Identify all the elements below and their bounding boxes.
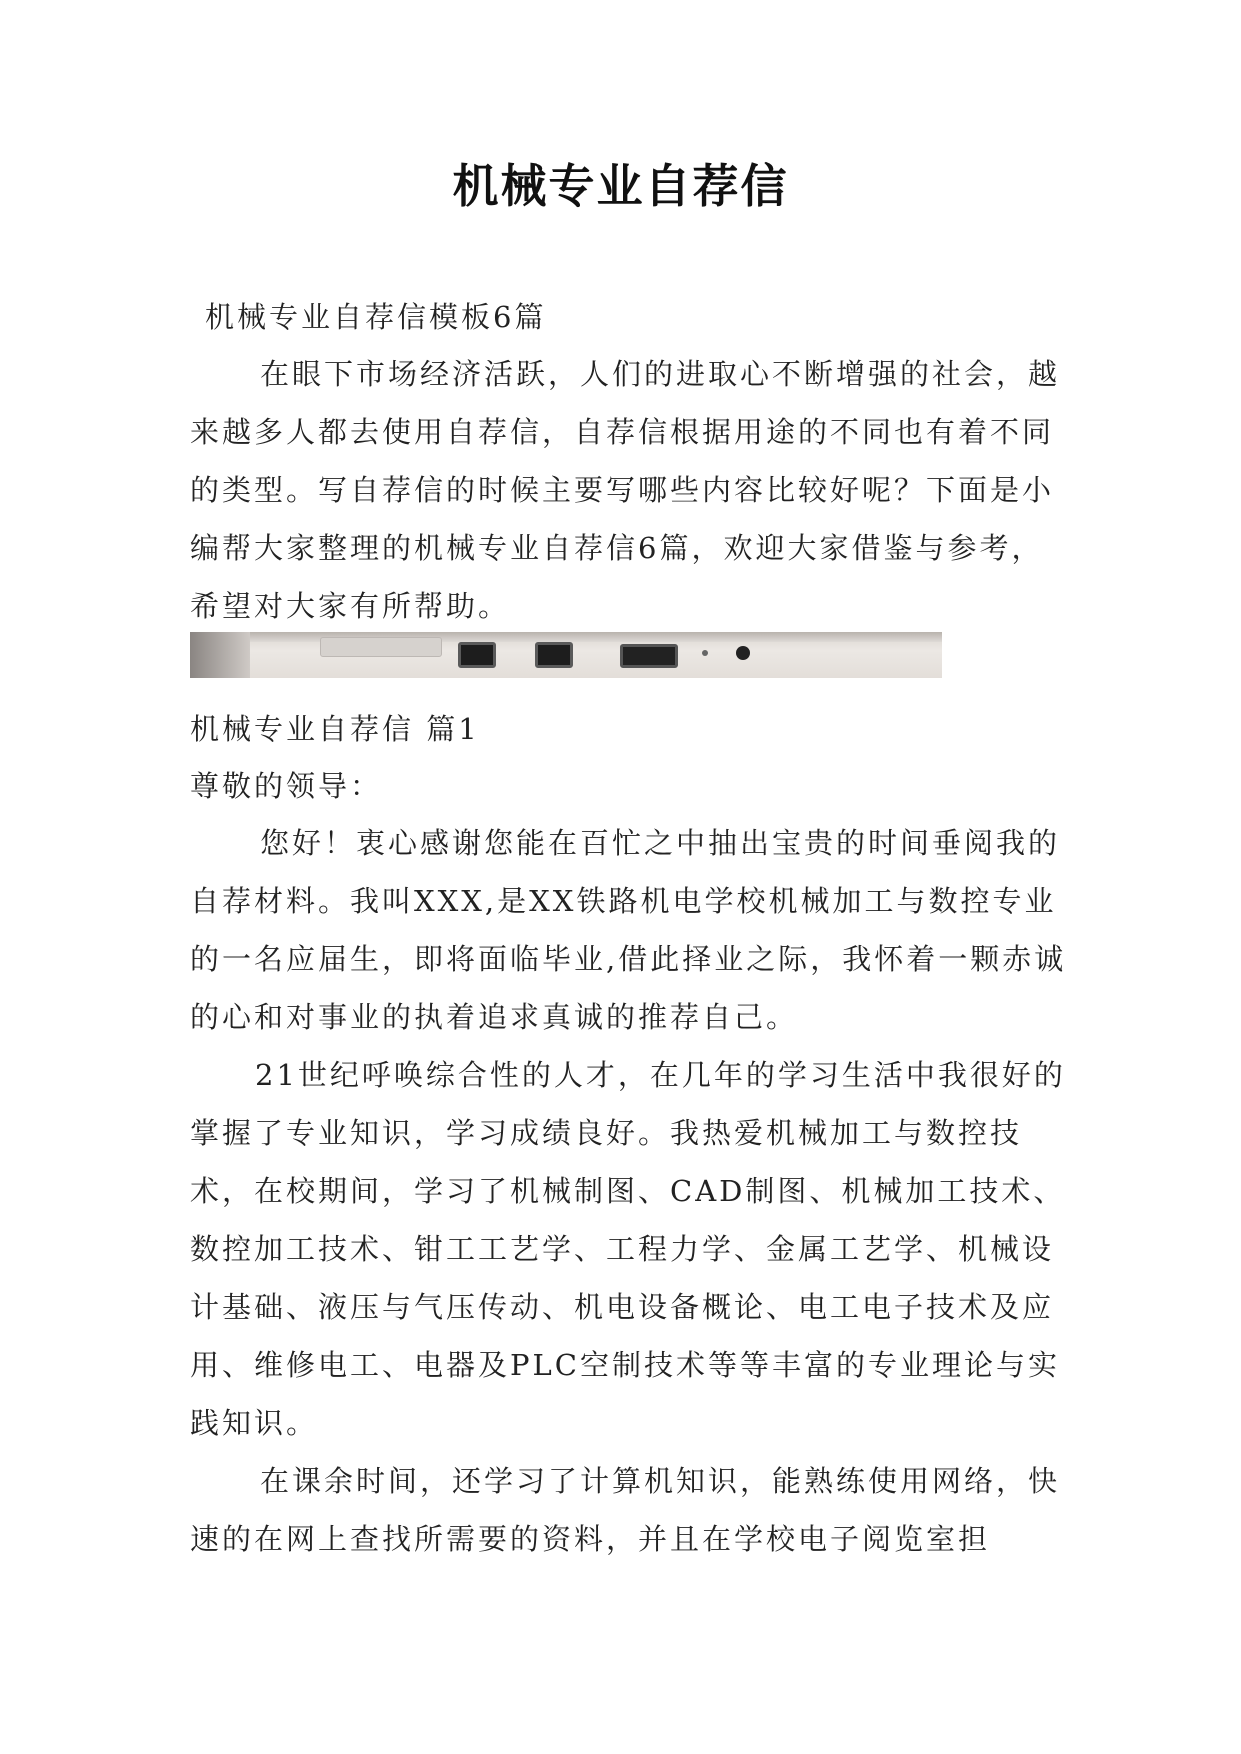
letter-greeting: 尊敬的领导：: [190, 769, 383, 803]
body-paragraph: 21世纪呼唤综合性的人才，在几年的学习生活中我很好的掌握了专业知识，学习成绩良好。我热爱机械加工与数控技术，在校期间，学习了机械制图、CAD制图、机械加工技术、数控加工技术、钳工工艺学、工程力学、金属工艺学、机械设计基础、液压与气压传动、机电设备概论、电工电子技术及应用、维修电工、电器及PLC空制技术等等丰富的专业理论与实践知识。: [190, 1058, 1066, 1440]
laptop-corner: [190, 632, 250, 678]
indicator-dot: [702, 650, 708, 656]
document-subtitle: 机械专业自荐信模板6篇: [205, 300, 547, 334]
usb-port: [620, 644, 678, 668]
card-slot: [320, 637, 442, 657]
body-paragraph: 您好！衷心感谢您能在百忙之中抽出宝贵的时间垂阅我的自荐材料。我叫XXX,是XX铁路机电学校机械加工与数控专业的一名应届生，即将面临毕业,借此择业之际，我怀着一颗赤诚的心和对事业的执着追求真诚的推荐自己。: [190, 826, 1067, 1034]
body-paragraph: 在课余时间，还学习了计算机知识，能熟练使用网络，快速的在网上查找所需要的资料，并且在学校电子阅览室担: [190, 1464, 1061, 1556]
section-title: 机械专业自荐信 篇1: [190, 712, 480, 746]
laptop-edge: [190, 632, 942, 642]
thunderbolt-port: [458, 642, 496, 668]
intro-paragraph: 在眼下市场经济活跃，人们的进取心不断增强的社会，越来越多人都去使用自荐信，自荐信根据用途的不同也有着不同的类型。写自荐信的时候主要写哪些内容比较好呢？下面是小编帮大家整理的机械专业自荐信6篇，欢迎大家借鉴与参考，希望对大家有所帮助。: [190, 357, 1061, 623]
audio-jack: [736, 646, 750, 660]
thunderbolt-port: [535, 642, 573, 668]
laptop-ports-image: [190, 632, 942, 678]
document-title: 机械专业自荐信: [452, 159, 789, 213]
